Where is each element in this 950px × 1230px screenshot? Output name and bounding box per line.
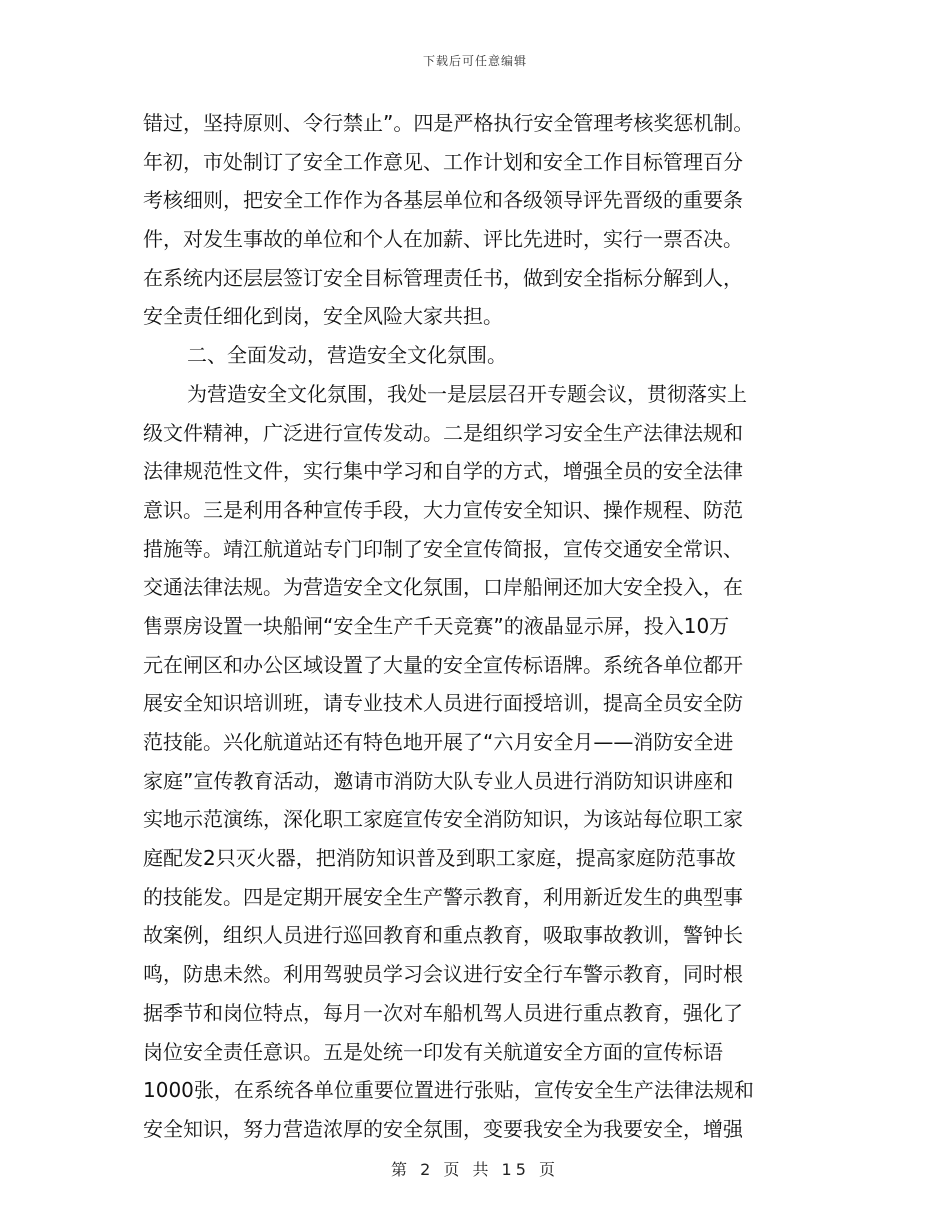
section-heading: 二、全面发动，营造安全文化氛围。 [187, 343, 507, 368]
text-line: 安全知识，努力营造浓厚的安全氛围，变要我安全为我要安全，增强 [143, 1116, 743, 1141]
text-line: 年初，市处制订了安全工作意见、工作计划和安全工作目标管理百分 [143, 149, 743, 174]
text-line: 件，对发生事故的单位和个人在加薪、评比先进时，实行一票否决。 [143, 227, 743, 252]
text-line: 售票房设置一块船闸“安全生产千天竞赛”的液晶显示屏，投入10万 [143, 613, 730, 638]
header-note: 下载后可任意编辑 [422, 54, 527, 68]
text-line: 意识。三是利用各种宣传手段，大力宣传安全知识、操作规程、防范 [143, 497, 743, 522]
text-line: 措施等。靖江航道站专门印制了安全宣传简报，宣传交通安全常识、 [143, 536, 743, 561]
text-line: 为营造安全文化氛围，我处一是层层召开专题会议，贯彻落实上 [187, 381, 747, 406]
document-body [143, 104, 803, 1149]
text-line: 故案例，组织人员进行巡回教育和重点教育，吸取事故教训，警钟长 [143, 923, 743, 948]
text-line: 考核细则，把安全工作作为各基层单位和各级领导评先晋级的重要条 [143, 188, 743, 213]
text-line: 级文件精神，广泛进行宣传发动。二是组织学习安全生产法律法规和 [143, 420, 743, 445]
text-line: 在系统内还层层签订安全目标管理责任书，做到安全指标分解到人， [143, 265, 743, 290]
text-line: 展安全知识培训班，请专业技术人员进行面授培训，提高全员安全防 [143, 691, 743, 716]
text-line: 鸣，防患未然。利用驾驶员学习会议进行安全行车警示教育，同时根 [143, 962, 743, 987]
text-line: 范技能。兴化航道站还有特色地开展了“六月安全月——消防安全进 [143, 730, 734, 754]
text-line: 的技能发。四是定期开展安全生产警示教育，利用新近发生的典型事 [143, 884, 743, 909]
text-line: 错过，坚持原则、令行禁止”。四是严格执行安全管理考核奖惩机制。 [143, 111, 754, 135]
text-line: 元在闸区和办公区域设置了大量的安全宣传标语牌。系统各单位都开 [143, 652, 743, 677]
text-line: 庭配发2只灭火器，把消防知识普及到职工家庭，提高家庭防范事故 [143, 846, 736, 871]
text-line: 实地示范演练，深化职工家庭宣传安全消防知识，为该站每位职工家 [143, 807, 743, 832]
text-line: 据季节和岗位特点，每月一次对车船机驾人员进行重点教育，强化了 [143, 1000, 743, 1025]
text-line: 安全责任细化到岗，安全风险大家共担。 [143, 304, 503, 329]
text-line: 交通法律法规。为营造安全文化氛围，口岸船闸还加大安全投入，在 [143, 575, 743, 600]
text-line: 法律规范性文件，实行集中学习和自学的方式，增强全员的安全法律 [143, 459, 743, 484]
text-line: 岗位安全责任意识。五是处统一印发有关航道安全方面的宣传标语 [143, 1039, 723, 1064]
text-line: 家庭”宣传教育活动，邀请市消防大队专业人员进行消防知识讲座和 [143, 768, 734, 793]
page-number: 第 2 页 共 15 页 [391, 1160, 559, 1179]
text-line: 1000张，在系统各单位重要位置进行张贴，宣传安全生产法律法规和 [143, 1078, 754, 1103]
